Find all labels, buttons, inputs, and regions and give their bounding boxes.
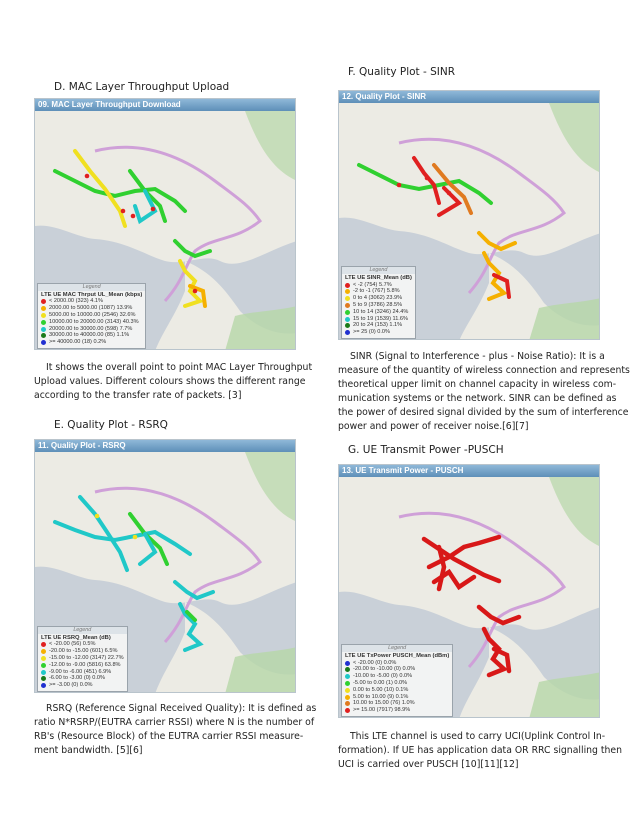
text-line: It shows the overall point to point MAC Layer Throughput <box>46 362 313 373</box>
text-line: SINR (Signal to Interference - plus - Noise Ratio): It is a <box>350 351 605 362</box>
legend-row <box>41 655 124 662</box>
legend-swatch <box>345 330 350 335</box>
legend-rows <box>41 641 124 689</box>
text-line: ment bandwidth. [5][6] <box>34 744 143 756</box>
legend-row <box>41 326 142 333</box>
heading-rsrq: E. Quality Plot - RSRQ <box>54 419 168 431</box>
paragraph-sinr <box>338 350 630 433</box>
legend-row <box>345 329 412 336</box>
legend-label: -20.00 to -15.00 (601) 6.5% <box>49 648 118 655</box>
text-line: munication systems or the network. SINR can be defined as <box>338 392 617 404</box>
legend-row <box>41 675 124 682</box>
legend-swatch <box>41 340 46 345</box>
figure-title: 11. Quality Plot - RSRQ <box>35 440 295 452</box>
legend-row <box>345 700 449 707</box>
legend-label: 5.00 to 10.00 (9) 0.1% <box>353 693 409 700</box>
legend-swatch <box>345 708 350 713</box>
map-sinr <box>339 103 599 340</box>
legend-label: 20000.00 to 30000.00 (598) 7.7% <box>49 325 133 332</box>
legend-label: 0.00 to 5.00 (10) 0.1% <box>353 686 409 693</box>
legend-label: >= 25 (0) 0.0% <box>353 329 391 336</box>
text-line: according to the transfer rate of packets. [3] <box>34 389 242 401</box>
legend-label: 10 to 14 (3246) 24.4% <box>353 308 409 315</box>
legend-swatch <box>345 283 350 288</box>
legend-swatch <box>345 695 350 700</box>
legend-row <box>41 312 142 319</box>
legend-row <box>41 669 124 676</box>
legend-swatch <box>41 333 46 338</box>
legend-row <box>41 339 142 346</box>
legend-swatch <box>345 289 350 294</box>
map-mac-throughput <box>35 111 295 350</box>
legend-mac-throughput <box>37 283 146 349</box>
legend-label: 0 to 4 (3062) 23.9% <box>353 295 403 302</box>
legend-label: >= 40000.00 (18) 0.2% <box>49 339 107 346</box>
legend-swatch <box>345 667 350 672</box>
legend-row <box>41 662 124 669</box>
legend-label: -2 to -1 (767) 5.8% <box>353 288 400 295</box>
legend-row <box>345 687 449 694</box>
heading-sinr: F. Quality Plot - SINR <box>348 66 456 78</box>
legend-label: < 2000.00 (323) 4.1% <box>49 298 103 305</box>
legend-swatch <box>345 323 350 328</box>
legend-row <box>41 298 142 305</box>
legend-swatch <box>41 656 46 661</box>
figure-title: 09. MAC Layer Throughput Download <box>35 99 295 111</box>
legend-caption: Legend <box>38 627 127 634</box>
legend-caption: Legend <box>342 645 452 652</box>
legend-swatch <box>345 681 350 686</box>
legend-swatch <box>41 327 46 332</box>
figure-sinr <box>338 90 600 340</box>
text-line: Upload values. Different colours shows the different range <box>34 375 306 387</box>
legend-label: -12.00 to -9.00 (5816) 63.8% <box>49 661 121 668</box>
legend-label: 5000.00 to 10000.00 (2546) 32.6% <box>49 312 136 319</box>
figure-ue-transmit-power <box>338 464 600 718</box>
text-line: power and power of receiver noise.[6][7] <box>338 420 529 432</box>
legend-label: -9.00 to -6.00 (451) 6.9% <box>49 668 112 675</box>
legend-swatch <box>345 688 350 693</box>
text-line: formation). If UE has application data OR RRC signalling then <box>338 744 623 756</box>
legend-swatch <box>41 320 46 325</box>
legend-row <box>345 680 449 687</box>
legend-label: < -20.00 (0) 0.0% <box>353 659 397 666</box>
legend-label: 2000.00 to 5000.00 (1087) 13.9% <box>49 305 133 312</box>
map-ue-transmit-power <box>339 477 599 718</box>
legend-label: -6.00 to -3.00 (0) 0.0% <box>49 675 105 682</box>
legend-label: < -20.00 (56) 0.5% <box>49 641 96 648</box>
text-line: RB's (Resource Block) of the EUTRA carrier RSSI measure- <box>34 730 304 742</box>
legend-row <box>345 295 412 302</box>
map-rsrq <box>35 452 295 693</box>
legend-label: >= -3.00 (0) 0.0% <box>49 682 93 689</box>
legend-swatch <box>345 317 350 322</box>
legend-swatch <box>41 663 46 668</box>
legend-rsrq <box>37 626 128 692</box>
paragraph-ue-transmit-power <box>338 730 623 772</box>
legend-row <box>41 641 124 648</box>
legend-swatch <box>41 306 46 311</box>
legend-label: >= 15.00 (7917) 98.9% <box>353 707 411 714</box>
heading-ue-transmit-power: G. UE Transmit Power -PUSCH <box>348 444 504 456</box>
legend-swatch <box>345 661 350 666</box>
legend-label: -15.00 to -12.00 (3147) 22.7% <box>49 655 124 662</box>
heading-mac-throughput: D. MAC Layer Throughput Upload <box>54 81 230 93</box>
legend-row <box>41 682 124 689</box>
legend-caption: Legend <box>342 267 415 274</box>
legend-row <box>345 322 412 329</box>
paragraph-rsrq <box>34 702 317 758</box>
legend-swatch <box>41 299 46 304</box>
figure-title: 12. Quality Plot - SINR <box>339 91 599 103</box>
legend-label: 5 to 9 (3786) 28.5% <box>353 302 403 309</box>
legend-swatch <box>345 296 350 301</box>
legend-title: LTE UE TxPower PUSCH_Mean (dBm) <box>345 652 450 659</box>
figure-title: 13. UE Transmit Power - PUSCH <box>339 465 599 477</box>
text-line: measure of the quantity of wireless connection and represents <box>338 364 630 376</box>
legend-swatch <box>345 303 350 308</box>
legend-label: -5.00 to 0.00 (1) 0.0% <box>353 680 408 687</box>
legend-swatch <box>41 676 46 681</box>
legend-row <box>41 648 124 655</box>
text-line: ratio N*RSRP/(EUTRA carrier RSSI) where N is the number of <box>34 716 315 728</box>
legend-rows <box>345 660 449 714</box>
legend-row <box>345 282 412 289</box>
legend-row <box>345 707 449 714</box>
legend-row <box>41 319 142 326</box>
legend-label: 10000.00 to 20000.00 (3143) 40.3% <box>49 318 139 325</box>
legend-row <box>345 302 412 309</box>
figure-rsrq <box>34 439 296 693</box>
legend-title: LTE UE RSRQ_Mean (dB) <box>41 634 111 641</box>
legend-swatch <box>41 670 46 675</box>
legend-title: LTE UE SINR_Mean (dB) <box>345 274 412 281</box>
text-line: the power of desired signal divided by the sum of interference <box>338 406 629 418</box>
legend-label: -20.00 to -10.00 (0) 0.0% <box>353 666 416 673</box>
legend-row <box>345 660 449 667</box>
legend-row <box>41 305 142 312</box>
text-line: This LTE channel is used to carry UCI(Uplink Control In- <box>350 731 606 742</box>
legend-rows <box>345 282 412 336</box>
legend-row <box>345 309 412 316</box>
legend-label: -10.00 to -5.00 (0) 0.0% <box>353 673 413 680</box>
legend-label: 15 to 19 (1539) 11.6% <box>353 315 408 322</box>
legend-title: LTE UE MAC Thrput UL_Mean (kbps) <box>41 291 143 298</box>
legend-sinr <box>341 266 416 339</box>
legend-rows <box>41 298 142 346</box>
legend-row <box>41 332 142 339</box>
legend-swatch <box>41 649 46 654</box>
legend-row <box>345 316 412 323</box>
legend-swatch <box>345 310 350 315</box>
legend-row <box>345 673 449 680</box>
legend-swatch <box>41 683 46 688</box>
legend-swatch <box>345 674 350 679</box>
legend-swatch <box>345 701 350 706</box>
paragraph-mac-throughput <box>34 361 313 403</box>
legend-row <box>345 288 412 295</box>
legend-row <box>345 694 449 701</box>
legend-swatch <box>41 313 46 318</box>
text-line: RSRQ (Reference Signal Received Quality): It is defined as <box>46 703 317 714</box>
text-line: UCI is carried over PUSCH [10][11][12] <box>338 758 519 770</box>
figure-mac-throughput <box>34 98 296 350</box>
text-line: theoretical upper limit on channel capacity in wireless com- <box>338 378 617 390</box>
legend-swatch <box>41 642 46 647</box>
legend-label: < -2 (754) 5.7% <box>353 281 392 288</box>
legend-label: 10.00 to 15.00 (76) 1.0% <box>353 700 415 707</box>
legend-caption: Legend <box>38 284 145 291</box>
legend-label: 30000.00 to 40000.00 (85) 1.1% <box>49 332 130 339</box>
legend-row <box>345 666 449 673</box>
legend-ue-transmit-power <box>341 644 453 717</box>
legend-label: 20 to 24 (153) 1.1% <box>353 322 403 329</box>
